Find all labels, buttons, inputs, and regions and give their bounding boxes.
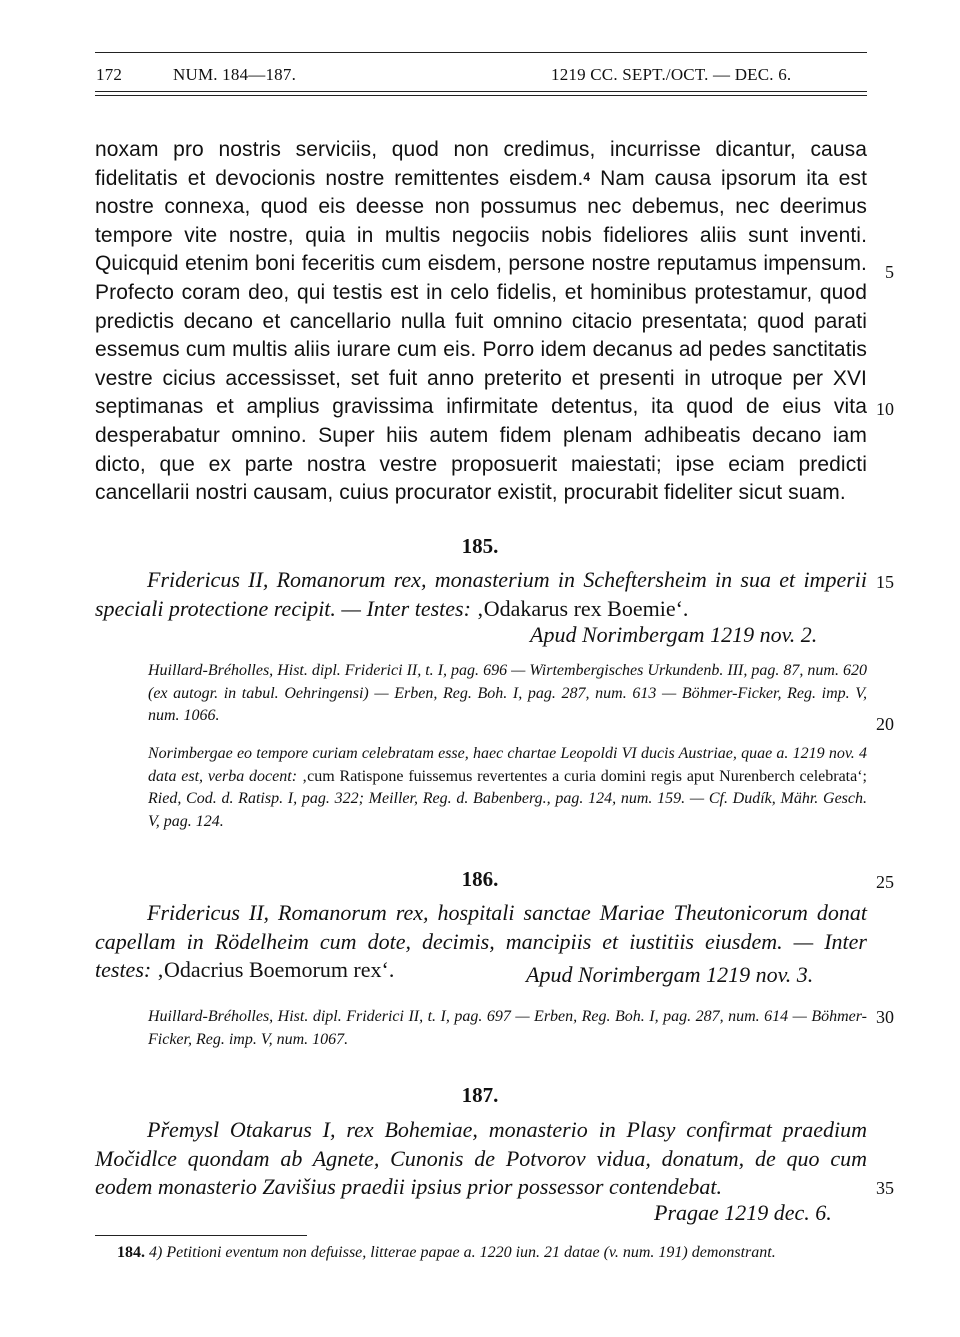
regest-187: Přemysl Otakarus I, rex Bohemiae, monasterio in Plasy confirmat praedium Močidlce quondam ab Agnete, Cunonis de Potvorov vidua, donatum, de quo cum eodem monasterio Zavišius praedii ipsius prior possessor contendebat. xyxy=(95,1117,867,1199)
notes-186-sources: Huillard-Bréholles, Hist. dipl. Friderici II, t. I, pag. 697 — Erben, Reg. Boh. I, pag. 287, num. 614 — Böhmer-Ficker, Reg. imp. V, num. 1067. xyxy=(148,1008,867,1048)
page-number: 172 xyxy=(96,65,123,84)
notes-185-commentary xyxy=(148,743,867,833)
document-number: 187. xyxy=(461,1083,499,1107)
line-number: 10 xyxy=(876,399,894,419)
line-number: 20 xyxy=(876,714,894,734)
line-number: 30 xyxy=(876,1007,894,1027)
running-header xyxy=(95,52,867,97)
line-number: 35 xyxy=(876,1178,894,1198)
header-date-range: 1219 CC. SEPT./OCT. — DEC. 6. xyxy=(551,65,792,84)
text-span: noxam pro nostris serviciis, quod non credimus, incurrisse dicantur, causa fidelitatis et devocionis nostre remittentes eisdem. xyxy=(95,138,867,190)
footnote-reference: 184. xyxy=(117,1244,145,1261)
note-quote: ‚cum Ratispone fuissemus revertentes a curia domini regis aput Nurenberch celebrata‘; xyxy=(301,767,868,785)
header-numbers: NUM. 184—187. xyxy=(173,65,297,84)
note-text: Norimbergae eo tempore curiam celebratam esse, haec chartae Leopoldi VI ducis Austriae, quae a. 1219 nov. 4 data est, verba docent: xyxy=(148,745,867,785)
footnote-text: 4) Petitioni eventum non defuisse, litterae papae a. 1220 iun. 21 datae (v. num. 191) demonstrant. xyxy=(145,1244,776,1261)
letter-text xyxy=(95,136,867,508)
place-date: Apud Norimbergam 1219 nov. 3. xyxy=(526,962,814,987)
letter-paragraph xyxy=(95,136,867,508)
document-number: 186. xyxy=(461,867,499,891)
regest-text: Fridericus II, Romanorum rex, hospitali sanctae Mariae Theutonicorum donat capellam in Rödelheim cum dote, decimis, mancipiis et iustitiis eiusdem. — Inter testes: xyxy=(95,900,867,982)
header-rule-double xyxy=(95,95,867,96)
place-date: Apud Norimbergam 1219 nov. 2. xyxy=(530,622,818,647)
footnote-marker: 4 xyxy=(583,169,591,184)
footnote xyxy=(95,1242,867,1264)
line-number: 15 xyxy=(876,572,894,592)
text-span: Nam causa ipsorum ita est nostre connexa, quod eis deesse non possumus nec debemus, nec deerimus tempore vite nostre, quia in multis negociis nobis fideliores aliis sunt inventi. Quicquid etenim boni feceritis cum eisdem, persone nostre reputamus impensum. Profecto coram deo, qui testis est in celo fidelis, et hominibus protestamur, quod predictis decano et cancellario nulla fuit omnino citacio presentata; quod parati essemus cum multis aliis iurare cum eis. Porro idem decanus ad pedes sanctitatis vestre cicius accessisset, set fuit anno preterito et presenti in utroque per XVI septimanas et amplius gravissima infirmitate detentus, ita quod de eius vita desperabatur omnino. Super hiis autem fidem plenam adhibeatis decano iam dicto, que ex parte nostra vestre proposuerit maiestati; ipse eciam predicti cancellarii nostri causam, cuius procurator existit, procurabit fideliter sicut suam. xyxy=(95,166,867,505)
notes-185-sources: Huillard-Bréholles, Hist. dipl. Friderici II, t. I, pag. 696 — Wirtembergisches Urkundenb. III, pag. 87, num. 620 (ex autogr. in tabul. Oehringensi) — Erben, Reg. Boh. I, pag. 287, num. 613 — Böhmer-Ficker, Reg. imp. V, num. 1066. xyxy=(148,662,867,724)
header-rule xyxy=(95,91,867,92)
regest-185 xyxy=(95,566,867,623)
line-number: 5 xyxy=(885,262,894,282)
regest-text: Fridericus II, Romanorum rex, monasterium in Scheftersheim in sua et imperii speciali protectione recipit. — Inter testes: xyxy=(95,567,867,621)
footnote-rule xyxy=(95,1235,307,1236)
line-number: 25 xyxy=(876,872,894,892)
regest-witness: ‚Odacrius Boemorum rex‘. xyxy=(156,957,395,982)
note-text: Ried, Cod. d. Ratisp. I, pag. 322; Meiller, Reg. d. Babenberg., pag. 124, num. 159. — Cf. Dudík, Mähr. Gesch. V, pag. 124. xyxy=(148,790,867,830)
regest-witness: ‚Odakarus rex Boemie‘. xyxy=(476,595,689,621)
place-date: Pragae 1219 dec. 6. xyxy=(654,1200,832,1225)
document-number: 185. xyxy=(461,534,499,558)
